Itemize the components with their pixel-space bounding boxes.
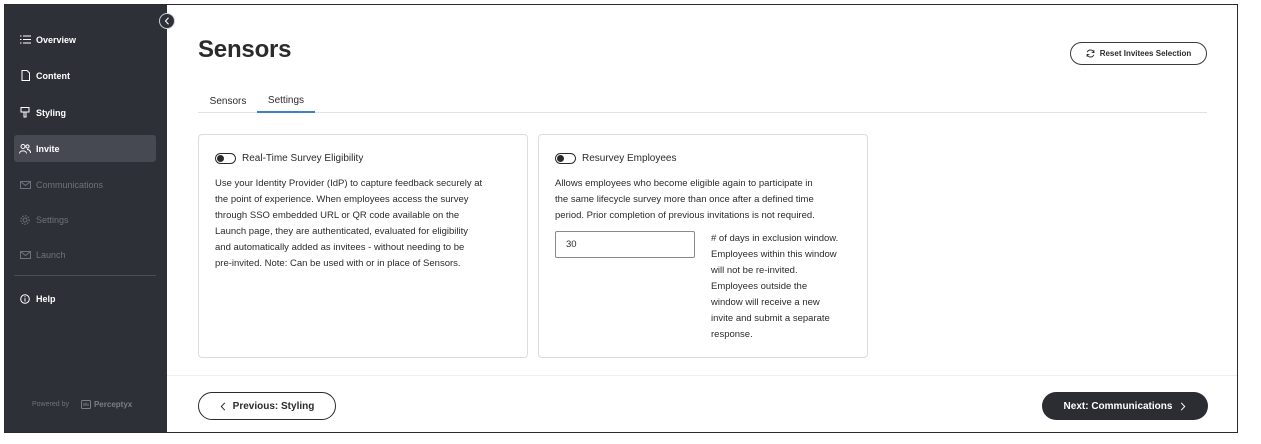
resurvey-employees-card bbox=[538, 134, 868, 358]
brand-name: Perceptyx bbox=[93, 400, 133, 409]
tab-label: Sensors bbox=[209, 95, 247, 107]
paint-icon bbox=[19, 107, 31, 119]
resurvey-employees-toggle[interactable] bbox=[555, 153, 576, 164]
reset-invitees-button[interactable] bbox=[1070, 42, 1207, 65]
sidebar-item-communications[interactable] bbox=[14, 171, 156, 198]
sidebar-item-overview[interactable] bbox=[14, 26, 156, 53]
help-line: Employees outside the bbox=[711, 281, 808, 292]
help-line: will not be re-invited. bbox=[711, 265, 798, 276]
exclusion-days-input[interactable] bbox=[555, 231, 695, 258]
help-line: invite and submit a separate bbox=[711, 313, 830, 324]
help-line: window will receive a new bbox=[711, 297, 820, 308]
sidebar-item-label: Communications bbox=[36, 179, 104, 190]
description-line: Allows employees who become eligible again to participate in bbox=[555, 178, 813, 189]
exclusion-days-value: 30 bbox=[566, 239, 577, 250]
app-window bbox=[4, 4, 1238, 433]
previous-button[interactable] bbox=[198, 392, 336, 420]
document-icon bbox=[19, 70, 31, 82]
perceptyx-logo-icon bbox=[81, 400, 91, 409]
list-icon bbox=[19, 34, 31, 46]
description-line: pre-invited. Note: Can be used with or in place of Sensors. bbox=[215, 258, 461, 269]
sidebar-item-label: Launch bbox=[36, 249, 66, 260]
description-line: the point of experience. When employees access the survey bbox=[215, 194, 469, 205]
description-line: Launch page, they are authenticated, evaluated for eligibility bbox=[215, 226, 468, 237]
main-content bbox=[167, 5, 1237, 432]
realtime-eligibility-toggle[interactable] bbox=[215, 153, 236, 164]
sidebar-item-help[interactable] bbox=[14, 285, 156, 312]
tab-bar bbox=[198, 89, 1207, 113]
refresh-icon bbox=[1086, 49, 1095, 58]
reset-invitees-label: Reset Invitees Selection bbox=[1099, 49, 1192, 58]
sidebar-divider bbox=[14, 275, 156, 276]
tab-settings[interactable] bbox=[257, 89, 315, 113]
exclusion-days-help bbox=[711, 231, 856, 343]
sidebar-item-content[interactable] bbox=[14, 62, 156, 89]
next-button-label: Next: Communications bbox=[1063, 400, 1173, 412]
sidebar-item-label: Overview bbox=[36, 34, 77, 45]
help-line: # of days in exclusion window. bbox=[711, 233, 839, 244]
resurvey-toggle-row bbox=[555, 153, 676, 164]
realtime-eligibility-card bbox=[198, 134, 528, 358]
next-button[interactable] bbox=[1042, 392, 1208, 420]
powered-by bbox=[32, 400, 132, 409]
sidebar-item-label: Content bbox=[36, 70, 70, 81]
sidebar-item-label: Styling bbox=[36, 107, 67, 118]
description-line: the same lifecycle survey more than once after a defined time bbox=[555, 194, 814, 205]
info-icon bbox=[19, 293, 31, 305]
description-line: and automatically added as invitees - without needing to be bbox=[215, 242, 465, 253]
brand-logo bbox=[81, 400, 132, 409]
sidebar-item-launch[interactable] bbox=[14, 241, 156, 268]
page-title: Sensors bbox=[198, 36, 292, 63]
sidebar-item-label: Settings bbox=[36, 214, 69, 225]
resurvey-toggle-label: Resurvey Employees bbox=[582, 153, 677, 164]
powered-by-label: Powered by bbox=[32, 401, 69, 408]
sidebar-item-invite[interactable] bbox=[14, 135, 156, 162]
realtime-toggle-label: Real-Time Survey Eligibility bbox=[242, 153, 364, 164]
resurvey-description bbox=[555, 176, 815, 224]
chevron-left-icon bbox=[220, 402, 226, 411]
chevron-right-icon bbox=[1180, 402, 1186, 411]
footer-nav bbox=[167, 375, 1237, 433]
description-line: period. Prior completion of previous invitations is not required. bbox=[555, 210, 815, 221]
sidebar-item-settings[interactable] bbox=[14, 206, 156, 233]
sidebar bbox=[5, 5, 167, 432]
tab-label: Settings bbox=[267, 94, 305, 106]
mail-icon bbox=[19, 179, 31, 191]
help-line: Employees within this window bbox=[711, 249, 837, 260]
sidebar-item-label: Invite bbox=[36, 143, 60, 154]
gear-icon bbox=[19, 214, 31, 226]
tab-sensors[interactable] bbox=[205, 89, 251, 113]
sidebar-item-label: Help bbox=[36, 293, 56, 304]
previous-button-label: Previous: Styling bbox=[232, 400, 315, 412]
description-line: through SSO embedded URL or QR code available on the bbox=[215, 210, 460, 221]
send-icon bbox=[19, 249, 31, 261]
description-line: Use your Identity Provider (IdP) to capture feedback securely at bbox=[215, 178, 483, 189]
sidebar-item-styling[interactable] bbox=[14, 99, 156, 126]
realtime-toggle-row bbox=[215, 153, 363, 164]
people-icon bbox=[19, 143, 31, 155]
chevron-left-icon bbox=[164, 17, 170, 25]
realtime-description bbox=[215, 176, 482, 272]
collapse-sidebar-button[interactable] bbox=[159, 13, 175, 29]
help-line: response. bbox=[711, 329, 753, 340]
